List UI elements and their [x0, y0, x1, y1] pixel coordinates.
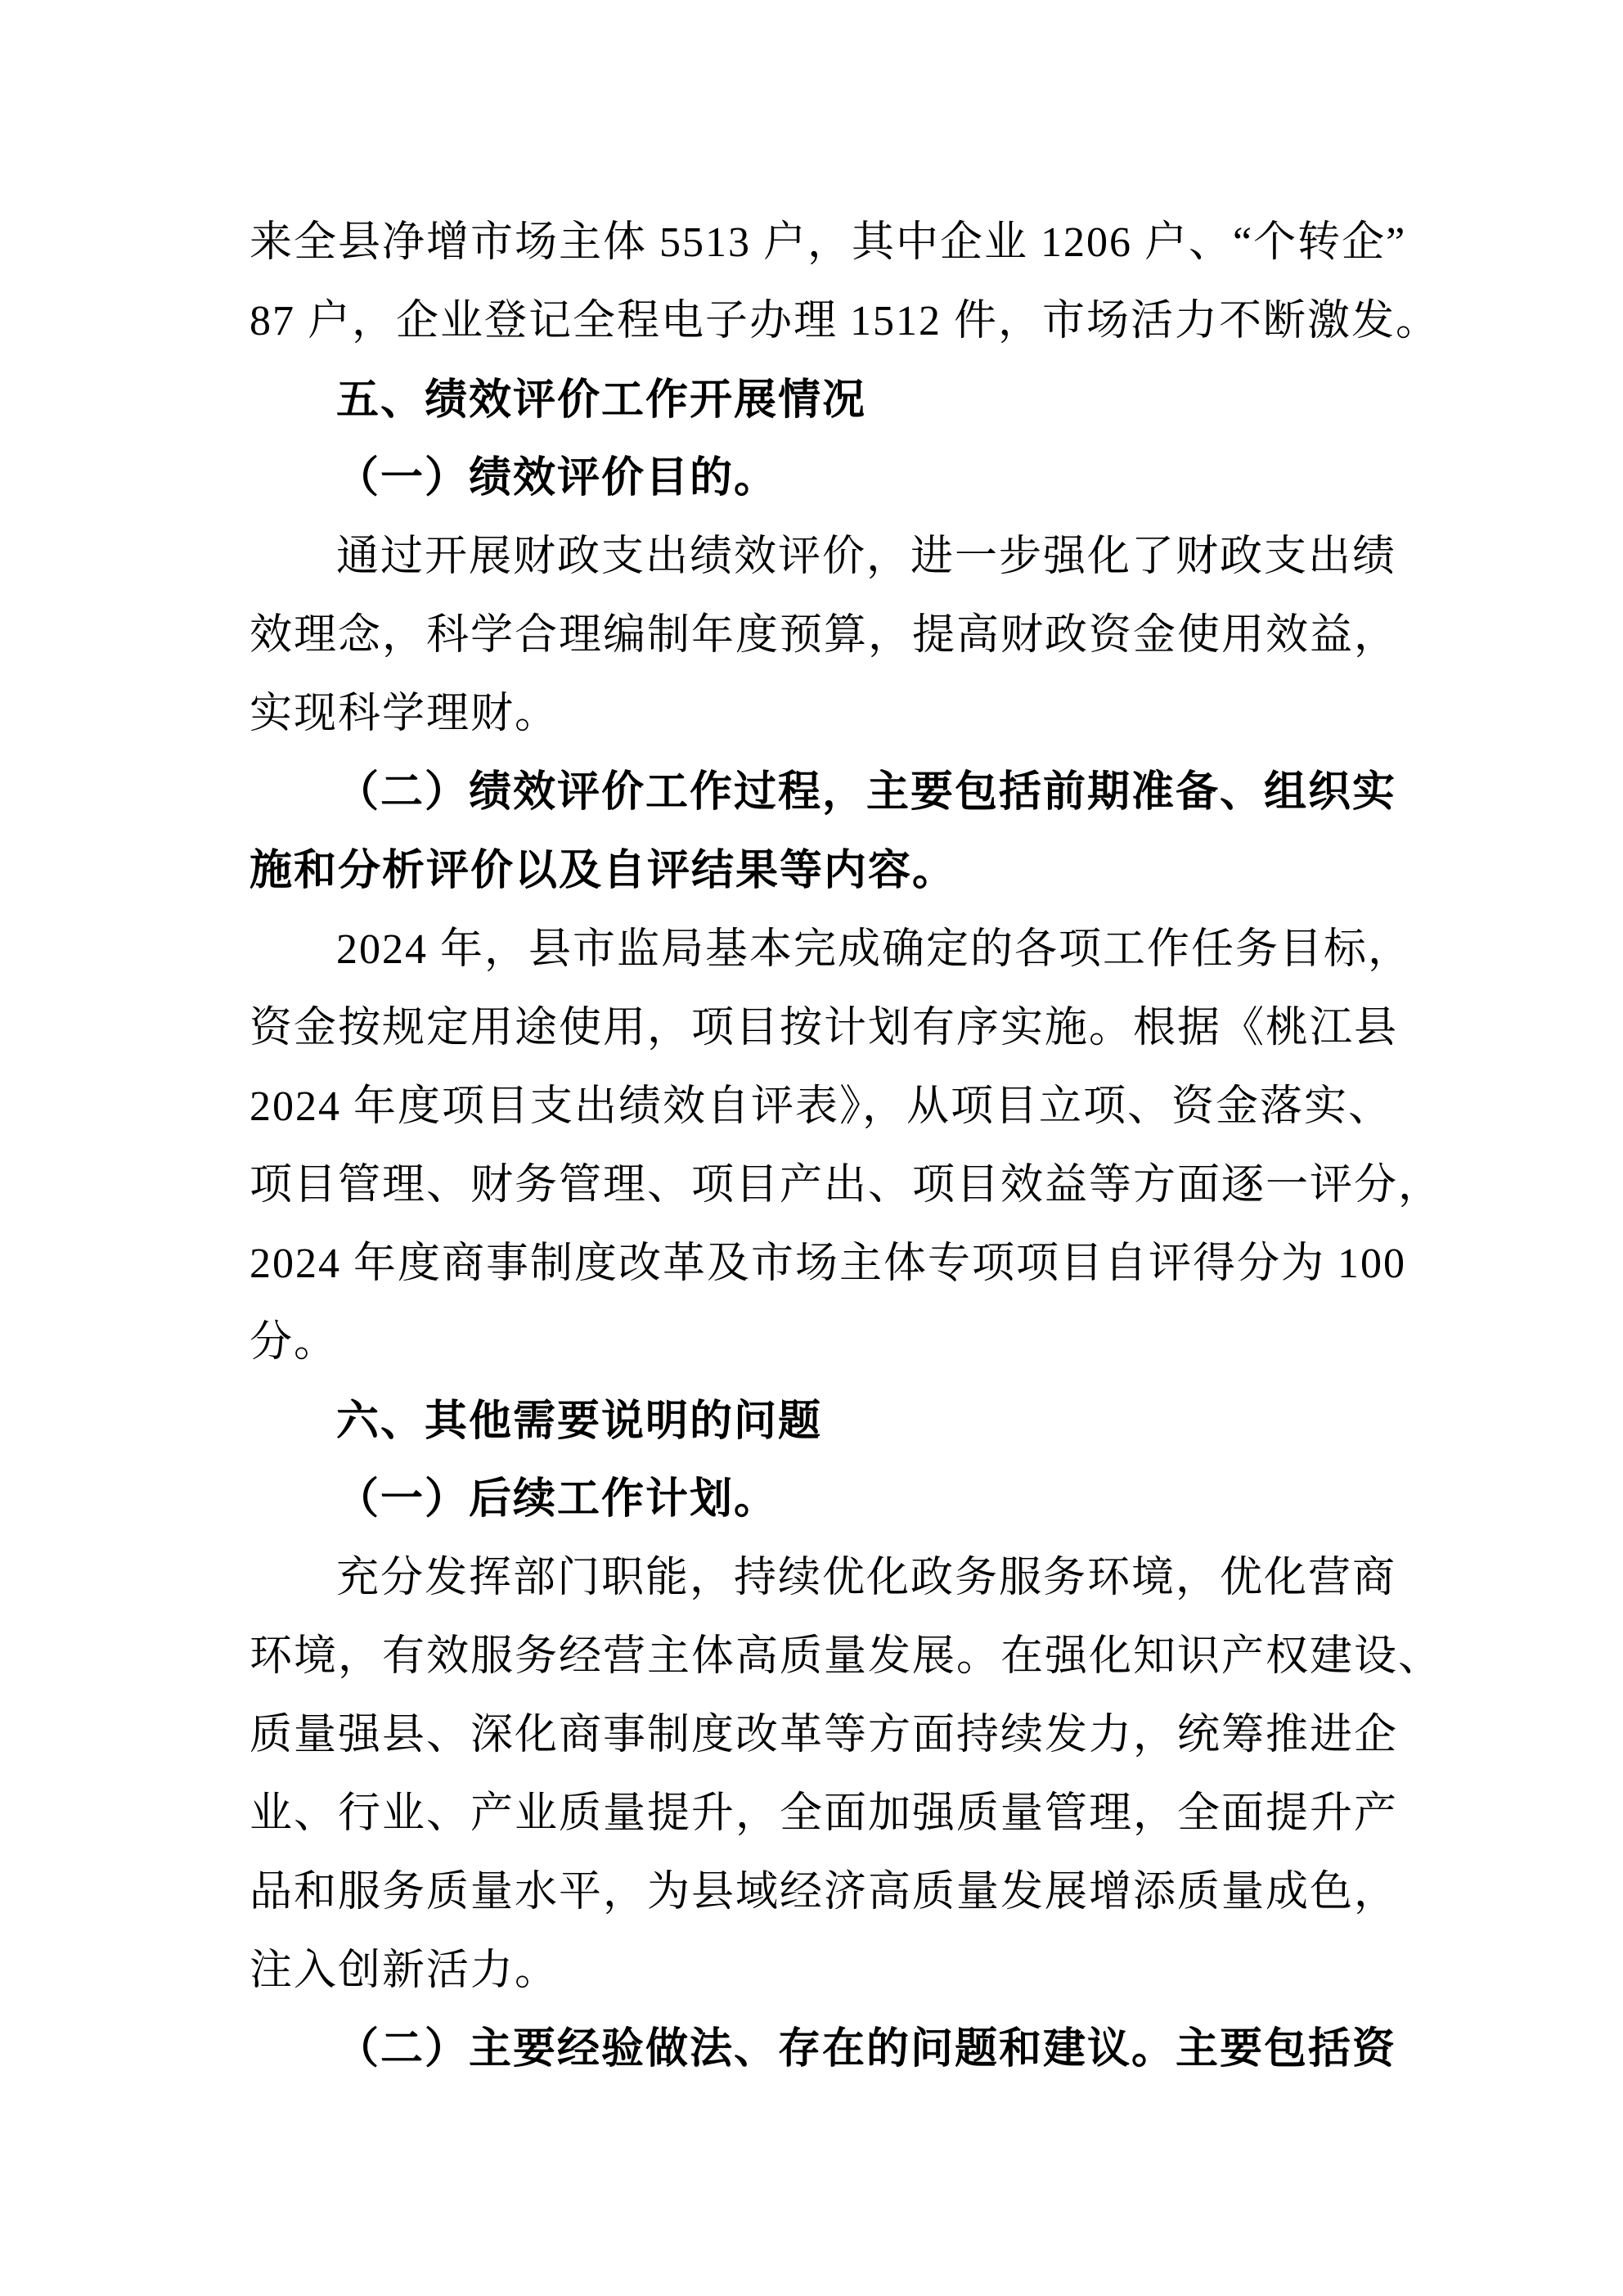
subsection-heading: （一）绩效评价目的。: [336, 455, 779, 502]
section-heading: 六、其他需要说明的问题: [336, 1398, 823, 1445]
subsection-heading: （一）后续工作计划。: [336, 1476, 779, 1523]
paragraph-line: 项目管理、财务管理、项目产出、项目效益等方面逐一评分，: [250, 1162, 1443, 1209]
paragraph-line: 质量强县、深化商事制度改革等方面持续发力，统筹推进企: [250, 1712, 1399, 1758]
subsection-heading: （二）绩效评价工作过程，主要包括前期准备、组织实: [336, 769, 1397, 816]
paragraph-line: 来全县净增市场主体 5513 户，其中企业 1206 户、“个转企”: [250, 219, 1407, 266]
paragraph-line: 充分发挥部门职能，持续优化政务服务环境，优化营商: [336, 1555, 1397, 1601]
subsection-heading: （二）主要经验做法、存在的问题和建议。主要包括资: [336, 2026, 1397, 2073]
paragraph-line: 注入创新活力。: [250, 1947, 560, 1994]
paragraph-line: 实现科学理财。: [250, 691, 560, 737]
paragraph-line: 业、行业、产业质量提升，全面加强质量管理，全面提升产: [250, 1790, 1399, 1837]
paragraph-line: 2024 年，县市监局基本完成确定的各项工作任务目标，: [336, 926, 1413, 973]
section-heading: 五、绩效评价工作开展情况: [336, 376, 867, 424]
paragraph-line: 环境，有效服务经营主体高质量发展。在强化知识产权建设、: [250, 1633, 1443, 1680]
paragraph-line: 资金按规定用途使用，项目按计划有序实施。根据《桃江县: [250, 1005, 1399, 1051]
paragraph-line: 效理念，科学合理编制年度预算，提高财政资金使用效益，: [250, 612, 1399, 659]
paragraph-line: 2024 年度商事制度改革及市场主体专项项目自评得分为 100: [250, 1240, 1407, 1287]
paragraph-line: 品和服务质量水平，为县域经济高质量发展增添质量成色，: [250, 1869, 1399, 1916]
paragraph-line: 分。: [250, 1319, 339, 1366]
paragraph-line: 87 户，企业登记全程电子办理 1512 件，市场活力不断激发。: [250, 298, 1441, 344]
subsection-heading: 施和分析评价以及自评结果等内容。: [250, 848, 957, 894]
paragraph-line: 通过开展财政支出绩效评价，进一步强化了财政支出绩: [336, 533, 1397, 580]
paragraph-line: 2024 年度项目支出绩效自评表》，从项目立项、资金落实、: [250, 1083, 1393, 1130]
document-body: [250, 204, 1443, 2089]
